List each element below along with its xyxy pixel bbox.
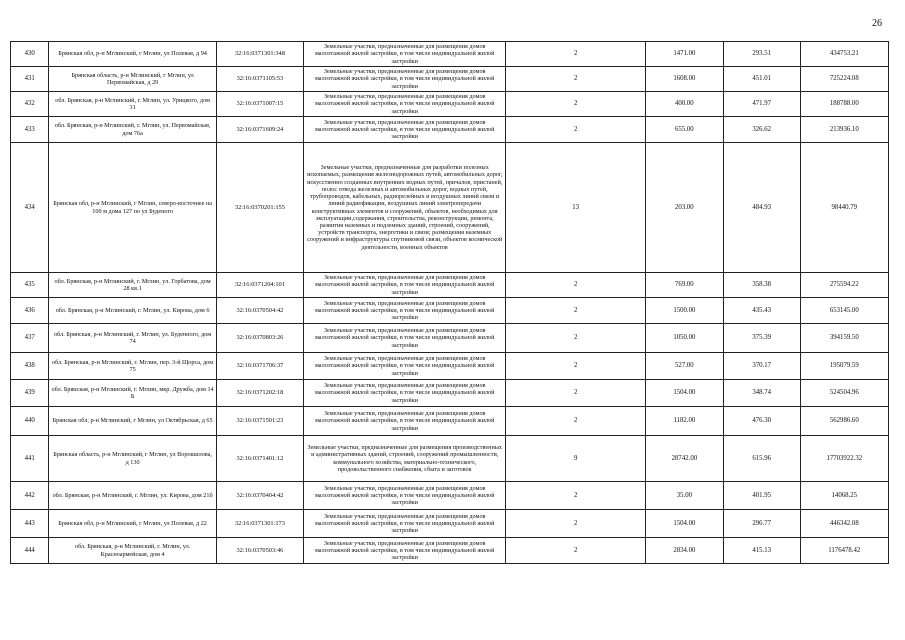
rate-cell: 326.62: [723, 117, 800, 143]
address-cell: обл. Брянская, р-н Мглинский, г. Мглин, ул. Буденного, дом 74: [49, 324, 216, 353]
row-number: 435: [11, 273, 49, 298]
area-cell: 1608.00: [645, 67, 723, 92]
cadastral-number-cell: 32:16:0371609:24: [216, 117, 303, 143]
category-cell: 2: [506, 298, 646, 324]
address-cell: обл. Брянская, р-н Мглинский, г. Мглин, пер. 3-й Щорса, дом 75: [49, 353, 216, 380]
table-row: [11, 143, 889, 273]
row-number: 444: [11, 538, 49, 564]
land-use-cell: Земельные участки, предназначенные для размещения домов малоэтажной жилой застройки, в том числе индивидуальной жилой застройки: [304, 67, 506, 92]
land-use-cell: Земельные участки, предназначенные для размещения домов малоэтажной жилой застройки, в том числе индивидуальной жилой застройки: [304, 538, 506, 564]
land-use-cell: Земельные участки, предназначенные для размещения домов малоэтажной жилой застройки, в том числе индивидуальной жилой застройки: [304, 273, 506, 298]
cadastral-number-cell: 32:16:0371007:15: [216, 92, 303, 117]
row-number: 442: [11, 482, 49, 510]
address-cell: обл. Брянская, р-н Мглинский, г. Мглин, ул. Горбатова, дом 28 кв.1: [49, 273, 216, 298]
row-number: 432: [11, 92, 49, 117]
row-number: 431: [11, 67, 49, 92]
cadastral-value-cell: 394159.50: [800, 324, 888, 353]
category-cell: 9: [506, 436, 646, 482]
cadastral-number-cell: 32:16:0370404:42: [216, 482, 303, 510]
rate-cell: 348.74: [723, 380, 800, 407]
category-cell: 2: [506, 407, 646, 436]
rate-cell: 375.39: [723, 324, 800, 353]
row-number: 436: [11, 298, 49, 324]
table-row: [11, 380, 889, 407]
address-cell: Брянская обл, р-н Мглинский, г Мглин, северо-восточнее на 100 м дома 127 по ул Буденого: [49, 143, 216, 273]
area-cell: 28742.00: [645, 436, 723, 482]
rate-cell: 451.01: [723, 67, 800, 92]
row-number: 438: [11, 353, 49, 380]
category-cell: 2: [506, 42, 646, 67]
address-cell: обл. Брянская, р-н Мглинский, г. Мглин, ул. Красноармейская, дом 4: [49, 538, 216, 564]
cadastral-number-cell: 32:16:0370503:46: [216, 538, 303, 564]
category-cell: 2: [506, 380, 646, 407]
area-cell: 35.00: [645, 482, 723, 510]
table-row: [11, 538, 889, 564]
table-row: [11, 324, 889, 353]
area-cell: 1504.00: [645, 380, 723, 407]
cadastral-value-cell: 524504.96: [800, 380, 888, 407]
land-use-cell: Земельные участки, предназначенные для размещения производственных и административных зданий, строений, сооружений промышленности, коммунального хозяйства, материально-технического, продовольственного снабжения, сбыта и заготовок: [304, 436, 506, 482]
rate-cell: 296.77: [723, 510, 800, 538]
area-cell: 1504.00: [645, 510, 723, 538]
rate-cell: 401.95: [723, 482, 800, 510]
cadastral-value-cell: 98440.79: [800, 143, 888, 273]
area-cell: 2834.00: [645, 538, 723, 564]
row-number: 433: [11, 117, 49, 143]
area-cell: 1182.00: [645, 407, 723, 436]
row-number: 434: [11, 143, 49, 273]
rate-cell: 615.96: [723, 436, 800, 482]
rate-cell: 476.30: [723, 407, 800, 436]
area-cell: 1050.00: [645, 324, 723, 353]
category-cell: 2: [506, 324, 646, 353]
table-row: [11, 117, 889, 143]
cadastral-value-cell: 14068.25: [800, 482, 888, 510]
cadastral-value-cell: 725224.08: [800, 67, 888, 92]
cadastral-value-cell: 213936.10: [800, 117, 888, 143]
rate-cell: 370.17: [723, 353, 800, 380]
cadastral-value-cell: 17703922.32: [800, 436, 888, 482]
row-number: 443: [11, 510, 49, 538]
cadastral-value-cell: 275594.22: [800, 273, 888, 298]
row-number: 437: [11, 324, 49, 353]
cadastral-number-cell: 32:16:0371401:12: [216, 436, 303, 482]
cadastral-number-cell: 32:16:0371202:18: [216, 380, 303, 407]
address-cell: Брянская обл, р-н Мглинский, г Мглин, ул Полевая, д 22: [49, 510, 216, 538]
table-row: [11, 42, 889, 67]
address-cell: Брянская обл, р-н Мглинский, г Мглин, ул Полевая, д 94: [49, 42, 216, 67]
cadastral-number-cell: 32:16:0370803:26: [216, 324, 303, 353]
table-row: [11, 273, 889, 298]
rate-cell: 415.13: [723, 538, 800, 564]
cadastral-number-cell: 32:16:0371301:348: [216, 42, 303, 67]
table-row: [11, 407, 889, 436]
area-cell: 527.00: [645, 353, 723, 380]
cadastral-value-cell: 653145.00: [800, 298, 888, 324]
cadastral-value-cell: 188788.00: [800, 92, 888, 117]
cadastral-number-cell: 32:16:0371501:23: [216, 407, 303, 436]
address-cell: обл. Брянская, р-н Мглинский, г. Мглин, ул. Кирова, дом 21б: [49, 482, 216, 510]
category-cell: 2: [506, 538, 646, 564]
table-row: [11, 436, 889, 482]
row-number: 441: [11, 436, 49, 482]
land-use-cell: Земельные участки, предназначенные для размещения домов малоэтажной жилой застройки, в том числе индивидуальной жилой застройки: [304, 407, 506, 436]
table-row: [11, 67, 889, 92]
cadastral-number-cell: 32:16:0371105:53: [216, 67, 303, 92]
address-cell: обл. Брянская, р-н Мглинский, г. Мглин, ул. Урицкого, дом 31: [49, 92, 216, 117]
address-cell: Брянская обл, р-н Мглинский, г Мглин, ул Октябрьская, д 65: [49, 407, 216, 436]
rate-cell: 471.97: [723, 92, 800, 117]
table-row: [11, 353, 889, 380]
area-cell: 769.00: [645, 273, 723, 298]
cadastral-number-cell: 32:16:0371706:37: [216, 353, 303, 380]
cadastral-value-cell: 195079.59: [800, 353, 888, 380]
land-use-cell: Земельные участки, предназначенные для размещения домов малоэтажной жилой застройки, в том числе индивидуальной жилой застройки: [304, 482, 506, 510]
land-use-cell: Земельные участки, предназначенные для размещения домов малоэтажной жилой застройки, в том числе индивидуальной жилой застройки: [304, 510, 506, 538]
cadastral-value-cell: 434753.21: [800, 42, 888, 67]
cadastral-value-cell: 562986.60: [800, 407, 888, 436]
land-use-cell: Земельные участки, предназначенные для размещения домов малоэтажной жилой застройки, в том числе индивидуальной жилой застройки: [304, 42, 506, 67]
cadastral-value-cell: 446342.08: [800, 510, 888, 538]
rate-cell: 484.93: [723, 143, 800, 273]
address-cell: обл. Брянская, р-н Мглинский, г. Мглин, ул. Кирова, дом 6: [49, 298, 216, 324]
cadastral-number-cell: 32:16:0370201:155: [216, 143, 303, 273]
row-number: 439: [11, 380, 49, 407]
address-cell: обл. Брянская, р-н Мглинский, г. Мглин, ул. Первомайская, дом 76а: [49, 117, 216, 143]
address-cell: Брянская область, р-н Мглинский, г Мглин, ул Первомайская, д 29: [49, 67, 216, 92]
category-cell: 13: [506, 143, 646, 273]
cadastral-number-cell: 32:16:0371204:101: [216, 273, 303, 298]
table-row: [11, 298, 889, 324]
land-use-cell: Земельные участки, предназначенные для размещения домов малоэтажной жилой застройки, в том числе индивидуальной жилой застройки: [304, 353, 506, 380]
rate-cell: 435.43: [723, 298, 800, 324]
address-cell: Брянская область, р-н Мглинский, г Мглин, ул Ворошилова, д 130: [49, 436, 216, 482]
cadastral-number-cell: 32:16:0370504:42: [216, 298, 303, 324]
table-row: [11, 510, 889, 538]
rate-cell: 293.51: [723, 42, 800, 67]
area-cell: 203.00: [645, 143, 723, 273]
row-number: 440: [11, 407, 49, 436]
category-cell: 2: [506, 117, 646, 143]
page-number: 26: [872, 18, 882, 29]
rate-cell: 358.38: [723, 273, 800, 298]
category-cell: 2: [506, 353, 646, 380]
area-cell: 1500.00: [645, 298, 723, 324]
land-use-cell: Земельные участки, предназначенные для размещения домов малоэтажной жилой застройки, в том числе индивидуальной жилой застройки: [304, 298, 506, 324]
land-use-cell: Земельные участки, предназначенные для размещения домов малоэтажной жилой застройки, в том числе индивидуальной жилой застройки: [304, 380, 506, 407]
cadastral-value-cell: 1176478.42: [800, 538, 888, 564]
cadastral-number-cell: 32:16:0371301:173: [216, 510, 303, 538]
table-body: [11, 42, 889, 564]
land-use-cell: Земельные участки, предназначенные для размещения домов малоэтажной жилой застройки, в том числе индивидуальной жилой застройки: [304, 117, 506, 143]
row-number: 430: [11, 42, 49, 67]
land-use-cell: Земельные участки, предназначенные для разработки полезных ископаемых, размещения железнодорожных путей, автомобильных дорог, искусственно созданных внутренних водных путей, причалов, пристаней, полос отвода железных и автомобильных дорог, водных путей, трубопроводов, кабельных, радиорелейных и воздушных линий связи и линий радиофикации, воздушных линий электропередачи конструктивных элементов и сооружений, объектов, необходимых для эксплуатации,содержания, строительства, реконструкции, ремонта, развития наземных и подземных зданий, строений, сооружений, устройств транспорта, энергетики и связи; размещения наземных сооружений и инфраструктуры спутниковой связи, объектов космической деятельности, военных объектов: [304, 143, 506, 273]
area-cell: 1471.00: [645, 42, 723, 67]
land-register-table: [10, 41, 889, 564]
category-cell: 2: [506, 92, 646, 117]
address-cell: обл. Брянская, р-н Мглинский, г. Мглин, мкр. Дружба, дом 14 Б: [49, 380, 216, 407]
category-cell: 2: [506, 510, 646, 538]
table-row: [11, 482, 889, 510]
land-use-cell: Земельные участки, предназначенные для размещения домов малоэтажной жилой застройки, в том числе индивидуальной жилой застройки: [304, 324, 506, 353]
area-cell: 655.00: [645, 117, 723, 143]
land-use-cell: Земельные участки, предназначенные для размещения домов малоэтажной жилой застройки, в том числе индивидуальной жилой застройки: [304, 92, 506, 117]
area-cell: 400.00: [645, 92, 723, 117]
category-cell: 2: [506, 482, 646, 510]
category-cell: 2: [506, 273, 646, 298]
table-row: [11, 92, 889, 117]
category-cell: 2: [506, 67, 646, 92]
